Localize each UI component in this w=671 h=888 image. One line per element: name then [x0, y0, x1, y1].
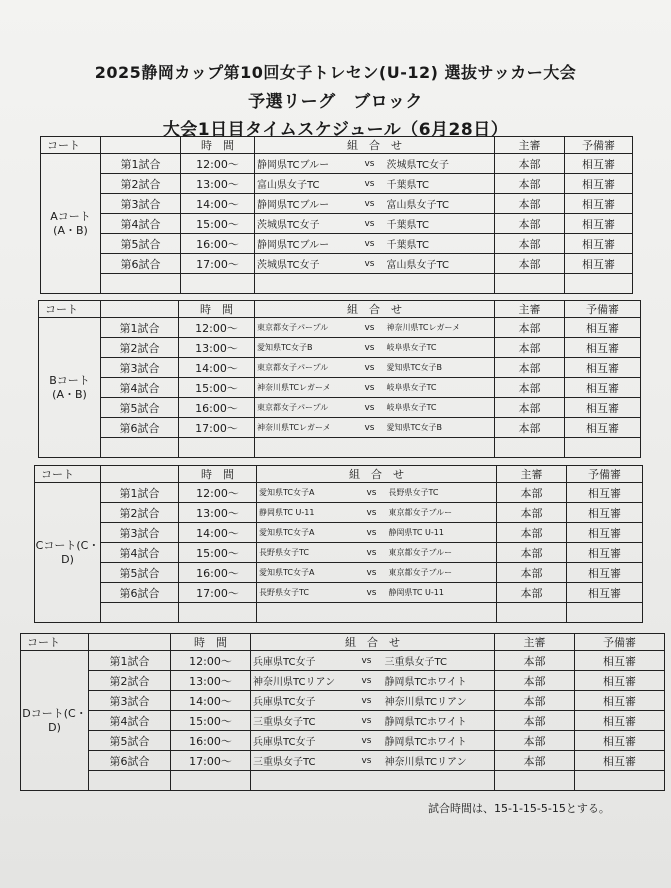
- empty-cell: [565, 438, 641, 458]
- empty-cell: [101, 438, 179, 458]
- reserve-referee-header: 予備審: [565, 301, 641, 318]
- court-header: コート: [35, 466, 101, 483]
- document-subtitle: 予選リーグ ブロック: [248, 92, 423, 112]
- referee: 本部: [495, 214, 565, 234]
- referee-header: 主審: [497, 466, 567, 483]
- reserve-referee-header: 予備審: [565, 137, 633, 154]
- away-team: 東京都女子ブルー: [387, 563, 497, 583]
- empty-cell: [575, 771, 665, 791]
- kickoff-time: 12:00〜: [179, 318, 255, 338]
- away-team: 神奈川県TCリアン: [383, 691, 495, 711]
- away-team: 岐阜県女子TC: [385, 378, 495, 398]
- reserve-referee: 相互審: [567, 583, 643, 603]
- empty-cell: [89, 771, 171, 791]
- match-number: 第3試合: [101, 523, 179, 543]
- empty-row: [41, 274, 633, 294]
- reserve-referee: 相互審: [565, 234, 633, 254]
- kickoff-time: 17:00〜: [171, 751, 251, 771]
- match-number: 第5試合: [101, 563, 179, 583]
- reserve-referee: 相互審: [565, 398, 641, 418]
- match-number: 第6試合: [101, 254, 181, 274]
- referee: 本部: [495, 418, 565, 438]
- empty-cell: [255, 274, 495, 294]
- reserve-referee: 相互審: [575, 711, 665, 731]
- match-no-header: [101, 137, 181, 154]
- match-row: [21, 731, 665, 751]
- matchup-header: 組 合 せ: [257, 466, 497, 483]
- match-row: [21, 671, 665, 691]
- match-number: 第1試合: [101, 318, 179, 338]
- referee: 本部: [495, 691, 575, 711]
- court-header: コート: [39, 301, 101, 318]
- match-row: [39, 338, 641, 358]
- match-row: [21, 711, 665, 731]
- referee: 本部: [497, 483, 567, 503]
- away-team: 岐阜県女子TC: [385, 398, 495, 418]
- empty-cell: [181, 274, 255, 294]
- versus-label: vs: [355, 358, 385, 378]
- empty-cell: [495, 438, 565, 458]
- kickoff-time: 16:00〜: [179, 398, 255, 418]
- kickoff-time: 16:00〜: [171, 731, 251, 751]
- kickoff-time: 16:00〜: [181, 234, 255, 254]
- match-row: [35, 483, 643, 503]
- kickoff-time: 12:00〜: [171, 651, 251, 671]
- match-row: [21, 651, 665, 671]
- referee: 本部: [497, 583, 567, 603]
- kickoff-time: 17:00〜: [181, 254, 255, 274]
- versus-label: vs: [355, 174, 385, 194]
- empty-row: [35, 603, 643, 623]
- home-team: 長野県女子TC: [257, 583, 357, 603]
- versus-label: vs: [351, 671, 383, 691]
- versus-label: vs: [351, 691, 383, 711]
- kickoff-time: 12:00〜: [179, 483, 257, 503]
- away-team: 東京都女子ブルー: [387, 503, 497, 523]
- empty-cell: [495, 274, 565, 294]
- match-number: 第2試合: [101, 174, 181, 194]
- reserve-referee: 相互審: [567, 503, 643, 523]
- reserve-referee: 相互審: [567, 523, 643, 543]
- reserve-referee: 相互審: [565, 154, 633, 174]
- reserve-referee: 相互審: [567, 483, 643, 503]
- reserve-referee: 相互審: [575, 731, 665, 751]
- referee: 本部: [497, 503, 567, 523]
- match-row: [21, 691, 665, 711]
- match-number: 第6試合: [89, 751, 171, 771]
- empty-cell: [171, 771, 251, 791]
- matchup-header: 組 合 せ: [255, 301, 495, 318]
- away-team: 静岡県TCホワイト: [383, 731, 495, 751]
- versus-label: vs: [355, 194, 385, 214]
- home-team: 静岡県TCブルー: [255, 234, 355, 254]
- away-team: 富山県女子TC: [385, 194, 495, 214]
- match-number: 第4試合: [89, 711, 171, 731]
- schedule-heading: 大会1日目タイムスケジュール（6月28日）: [162, 120, 509, 140]
- away-team: 富山県女子TC: [385, 254, 495, 274]
- versus-label: vs: [351, 751, 383, 771]
- match-row: [35, 523, 643, 543]
- kickoff-time: 13:00〜: [181, 174, 255, 194]
- court-name: Bコート(A・B): [39, 318, 101, 458]
- away-team: 茨城県TC女子: [385, 154, 495, 174]
- referee: 本部: [495, 711, 575, 731]
- away-team: 千葉県TC: [385, 214, 495, 234]
- versus-label: vs: [355, 154, 385, 174]
- match-number: 第3試合: [101, 194, 181, 214]
- home-team: 三重県女子TC: [251, 711, 351, 731]
- home-team: 三重県女子TC: [251, 751, 351, 771]
- versus-label: vs: [351, 651, 383, 671]
- referee: 本部: [495, 378, 565, 398]
- match-number: 第3試合: [89, 691, 171, 711]
- referee: 本部: [495, 338, 565, 358]
- match-row: [21, 751, 665, 771]
- reserve-referee: 相互審: [567, 543, 643, 563]
- away-team: 愛知県TC女子B: [385, 418, 495, 438]
- time-header: 時 間: [181, 137, 255, 154]
- empty-cell: [495, 771, 575, 791]
- referee: 本部: [495, 731, 575, 751]
- match-number: 第1試合: [89, 651, 171, 671]
- kickoff-time: 14:00〜: [181, 194, 255, 214]
- home-team: 神奈川県TCレガーメ: [255, 418, 355, 438]
- match-number: 第5試合: [89, 731, 171, 751]
- home-team: 長野県女子TC: [257, 543, 357, 563]
- referee: 本部: [495, 174, 565, 194]
- empty-cell: [255, 438, 495, 458]
- match-number: 第2試合: [89, 671, 171, 691]
- court-name: Dコート(C・D): [21, 651, 89, 791]
- versus-label: vs: [355, 234, 385, 254]
- match-number: 第3試合: [101, 358, 179, 378]
- away-team: 愛知県TC女子B: [385, 358, 495, 378]
- referee: 本部: [495, 398, 565, 418]
- match-number: 第6試合: [101, 583, 179, 603]
- home-team: 富山県女子TC: [255, 174, 355, 194]
- match-row: [41, 154, 633, 174]
- referee: 本部: [495, 358, 565, 378]
- away-team: 長野県女子TC: [387, 483, 497, 503]
- reserve-referee: 相互審: [575, 691, 665, 711]
- kickoff-time: 17:00〜: [179, 418, 255, 438]
- home-team: 東京都女子パープル: [255, 358, 355, 378]
- match-no-header: [101, 466, 179, 483]
- match-row: [39, 358, 641, 378]
- reserve-referee: 相互審: [575, 671, 665, 691]
- match-row: [35, 543, 643, 563]
- footer-note: 試合時間は、15-1-15-5-15とする。: [428, 802, 610, 815]
- match-number: 第1試合: [101, 154, 181, 174]
- reserve-referee-header: 予備審: [575, 634, 665, 651]
- versus-label: vs: [357, 483, 387, 503]
- reserve-referee: 相互審: [565, 378, 641, 398]
- match-number: 第2試合: [101, 503, 179, 523]
- court-header: コート: [21, 634, 89, 651]
- empty-cell: [179, 603, 257, 623]
- home-team: 愛知県TC女子A: [257, 483, 357, 503]
- away-team: 神奈川県TCレガーメ: [385, 318, 495, 338]
- referee: 本部: [497, 523, 567, 543]
- referee: 本部: [495, 234, 565, 254]
- reserve-referee: 相互審: [565, 318, 641, 338]
- reserve-referee: 相互審: [565, 418, 641, 438]
- versus-label: vs: [357, 503, 387, 523]
- home-team: 静岡県TCブルー: [255, 154, 355, 174]
- empty-row: [21, 771, 665, 791]
- away-team: 三重県女子TC: [383, 651, 495, 671]
- document-title: 2025静岡カップ第10回女子トレセン(U-12) 選抜サッカー大会: [94, 63, 577, 82]
- versus-label: vs: [357, 543, 387, 563]
- match-number: 第1試合: [101, 483, 179, 503]
- referee: 本部: [495, 318, 565, 338]
- referee: 本部: [495, 671, 575, 691]
- referee: 本部: [495, 254, 565, 274]
- reserve-referee: 相互審: [565, 254, 633, 274]
- home-team: 茨城県TC女子: [255, 214, 355, 234]
- away-team: 静岡県TC U-11: [387, 583, 497, 603]
- match-row: [41, 174, 633, 194]
- match-row: [35, 503, 643, 523]
- reserve-referee: 相互審: [565, 338, 641, 358]
- versus-label: vs: [355, 318, 385, 338]
- empty-cell: [101, 603, 179, 623]
- empty-row: [39, 438, 641, 458]
- reserve-referee: 相互審: [567, 563, 643, 583]
- home-team: 東京都女子パープル: [255, 318, 355, 338]
- match-no-header: [89, 634, 171, 651]
- home-team: 愛知県TC女子B: [255, 338, 355, 358]
- empty-cell: [567, 603, 643, 623]
- empty-cell: [497, 603, 567, 623]
- court-name: Cコート(C・D): [35, 483, 101, 623]
- court-header: コート: [41, 137, 101, 154]
- home-team: 神奈川県TCリアン: [251, 671, 351, 691]
- away-team: 静岡県TCホワイト: [383, 711, 495, 731]
- schedule-table-4: [20, 633, 665, 791]
- match-no-header: [101, 301, 179, 318]
- empty-cell: [101, 274, 181, 294]
- kickoff-time: 13:00〜: [179, 503, 257, 523]
- kickoff-time: 15:00〜: [171, 711, 251, 731]
- home-team: 兵庫県TC女子: [251, 691, 351, 711]
- referee: 本部: [497, 563, 567, 583]
- away-team: 千葉県TC: [385, 174, 495, 194]
- time-header: 時 間: [179, 466, 257, 483]
- versus-label: vs: [355, 398, 385, 418]
- versus-label: vs: [355, 378, 385, 398]
- kickoff-time: 13:00〜: [171, 671, 251, 691]
- time-header: 時 間: [179, 301, 255, 318]
- referee-header: 主審: [495, 137, 565, 154]
- reserve-referee: 相互審: [565, 358, 641, 378]
- referee: 本部: [495, 194, 565, 214]
- empty-cell: [257, 603, 497, 623]
- match-row: [39, 318, 641, 338]
- matchup-header: 組 合 せ: [251, 634, 495, 651]
- kickoff-time: 12:00〜: [181, 154, 255, 174]
- versus-label: vs: [351, 711, 383, 731]
- kickoff-time: 14:00〜: [179, 523, 257, 543]
- kickoff-time: 13:00〜: [179, 338, 255, 358]
- referee-header: 主審: [495, 301, 565, 318]
- versus-label: vs: [351, 731, 383, 751]
- referee: 本部: [497, 543, 567, 563]
- versus-label: vs: [357, 583, 387, 603]
- kickoff-time: 14:00〜: [171, 691, 251, 711]
- empty-cell: [565, 274, 633, 294]
- match-number: 第2試合: [101, 338, 179, 358]
- referee-header: 主審: [495, 634, 575, 651]
- empty-cell: [179, 438, 255, 458]
- away-team: 東京都女子ブルー: [387, 543, 497, 563]
- home-team: 愛知県TC女子A: [257, 563, 357, 583]
- court-name: Aコート(A・B): [41, 154, 101, 294]
- kickoff-time: 15:00〜: [179, 543, 257, 563]
- away-team: 千葉県TC: [385, 234, 495, 254]
- home-team: 愛知県TC女子A: [257, 523, 357, 543]
- away-team: 静岡県TCホワイト: [383, 671, 495, 691]
- reserve-referee: 相互審: [575, 751, 665, 771]
- kickoff-time: 15:00〜: [179, 378, 255, 398]
- home-team: 茨城県TC女子: [255, 254, 355, 274]
- match-number: 第5試合: [101, 234, 181, 254]
- versus-label: vs: [355, 254, 385, 274]
- versus-label: vs: [355, 214, 385, 234]
- home-team: 静岡県TC U-11: [257, 503, 357, 523]
- home-team: 静岡県TCブルー: [255, 194, 355, 214]
- match-row: [35, 563, 643, 583]
- match-row: [41, 214, 633, 234]
- match-number: 第4試合: [101, 543, 179, 563]
- home-team: 兵庫県TC女子: [251, 651, 351, 671]
- versus-label: vs: [355, 338, 385, 358]
- versus-label: vs: [357, 523, 387, 543]
- kickoff-time: 15:00〜: [181, 214, 255, 234]
- match-row: [39, 378, 641, 398]
- home-team: 東京都女子パープル: [255, 398, 355, 418]
- versus-label: vs: [355, 418, 385, 438]
- match-row: [41, 194, 633, 214]
- match-row: [41, 234, 633, 254]
- time-header: 時 間: [171, 634, 251, 651]
- match-row: [41, 254, 633, 274]
- reserve-referee: 相互審: [565, 214, 633, 234]
- empty-cell: [251, 771, 495, 791]
- match-number: 第6試合: [101, 418, 179, 438]
- schedule-table-2: [38, 300, 641, 458]
- reserve-referee: 相互審: [575, 651, 665, 671]
- home-team: 兵庫県TC女子: [251, 731, 351, 751]
- kickoff-time: 17:00〜: [179, 583, 257, 603]
- matchup-header: 組 合 せ: [255, 137, 495, 154]
- schedule-table-1: [40, 136, 633, 294]
- match-row: [39, 418, 641, 438]
- reserve-referee-header: 予備審: [567, 466, 643, 483]
- referee: 本部: [495, 751, 575, 771]
- kickoff-time: 14:00〜: [179, 358, 255, 378]
- match-row: [39, 398, 641, 418]
- away-team: 神奈川県TCリアン: [383, 751, 495, 771]
- versus-label: vs: [357, 563, 387, 583]
- home-team: 神奈川県TCレガーメ: [255, 378, 355, 398]
- reserve-referee: 相互審: [565, 174, 633, 194]
- match-number: 第4試合: [101, 378, 179, 398]
- match-number: 第5試合: [101, 398, 179, 418]
- match-number: 第4試合: [101, 214, 181, 234]
- referee: 本部: [495, 651, 575, 671]
- away-team: 静岡県TC U-11: [387, 523, 497, 543]
- kickoff-time: 16:00〜: [179, 563, 257, 583]
- match-row: [35, 583, 643, 603]
- reserve-referee: 相互審: [565, 194, 633, 214]
- away-team: 岐阜県女子TC: [385, 338, 495, 358]
- referee: 本部: [495, 154, 565, 174]
- schedule-table-3: [34, 465, 643, 623]
